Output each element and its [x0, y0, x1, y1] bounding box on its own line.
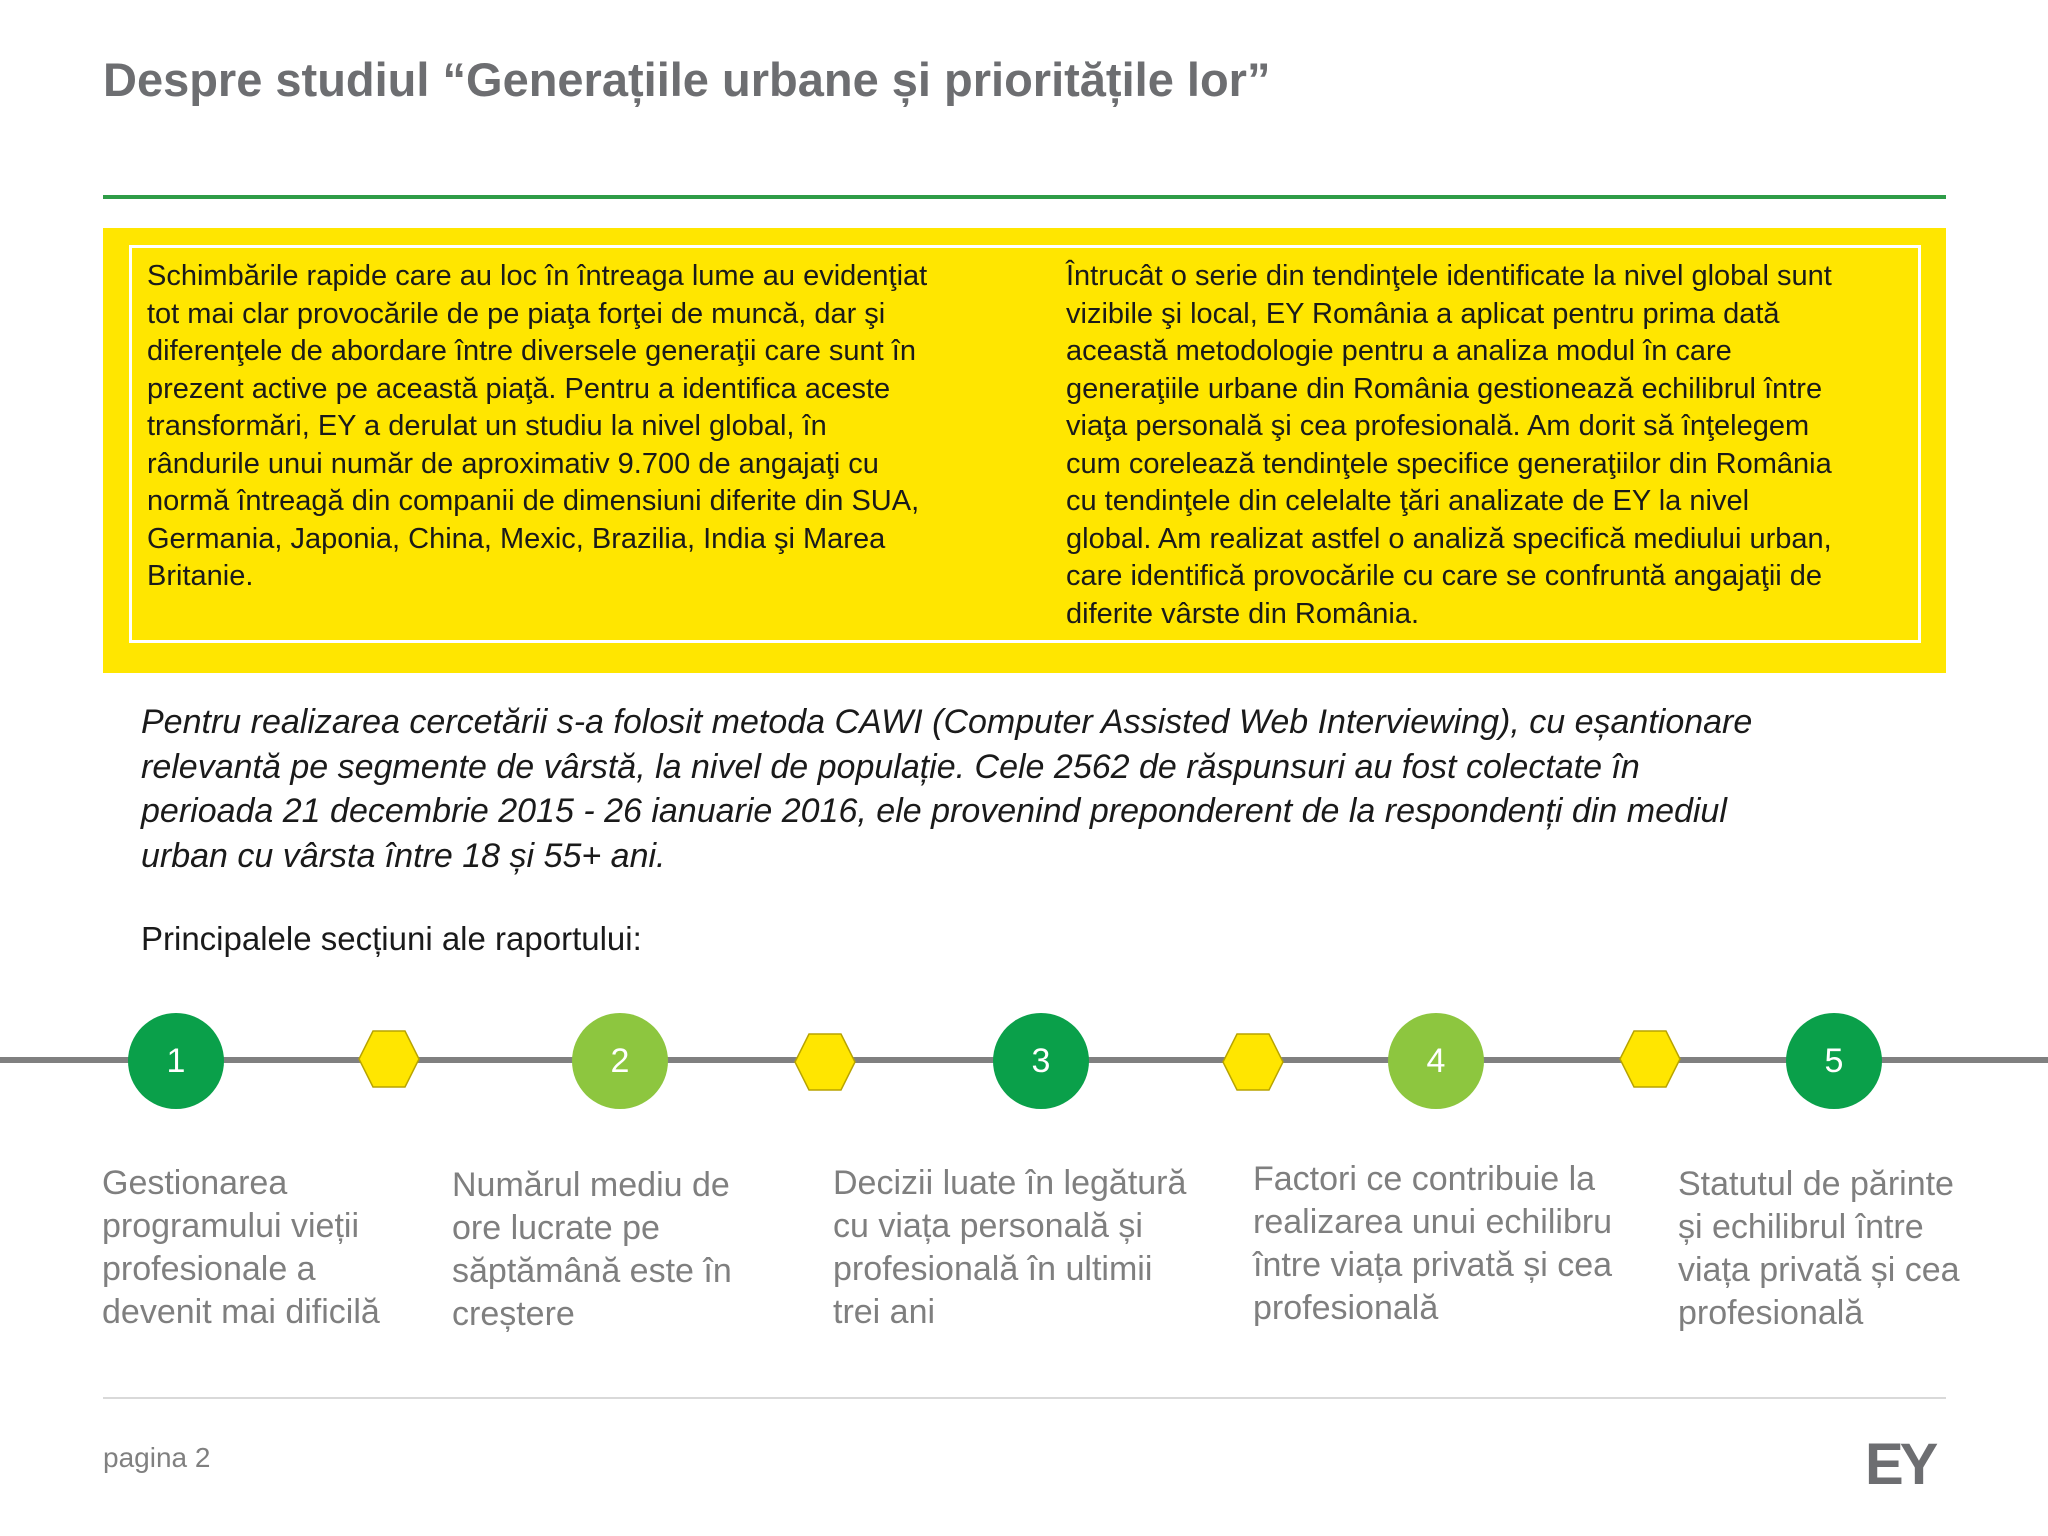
hexagon-connector-icon [358, 1030, 420, 1088]
intro-right-line: viaţa personală şi cea profesională. Am dorit să înţelegem [1066, 410, 1810, 442]
step-text-line: trei ani [833, 1293, 936, 1331]
step-number: 2 [610, 1042, 630, 1080]
methodology-paragraph [141, 700, 1752, 878]
step-text-line: între viața privată și cea [1253, 1246, 1613, 1284]
sections-heading: Principalele secțiuni ale raportului: [141, 920, 642, 957]
step-number: 1 [166, 1042, 186, 1080]
step-text-line: Gestionarea [102, 1164, 288, 1202]
step-text-line: profesională [1253, 1289, 1439, 1327]
step-text-line: Factori ce contribuie la [1253, 1160, 1596, 1198]
step-5-circle [1786, 1013, 1882, 1109]
step-3-text [833, 1162, 1186, 1334]
intro-right-column [1066, 258, 1832, 633]
step-5-text [1678, 1163, 1960, 1335]
step-text-line: săptămână este în [452, 1252, 732, 1290]
step-number: 5 [1824, 1042, 1844, 1080]
step-2-circle [572, 1013, 668, 1109]
intro-left-line: diferenţele de abordare între diversele generaţii care sunt în [147, 335, 916, 367]
methodology-line: relevantă pe segmente de vârstă, la nivel de populație. Cele 2562 de răspunsuri au fost colectate în [141, 747, 1640, 786]
intro-right-line: global. Am realizat astfel o analiză specifică mediului urban, [1066, 522, 1832, 555]
methodology-line: perioada 21 decembrie 2015 - 26 ianuarie 2016, ele provenind preponderent de la respondenți din mediul [141, 792, 1727, 830]
intro-right-line: Întrucât o serie din tendinţele identificate la nivel global sunt [1066, 260, 1832, 292]
step-4-text [1253, 1158, 1612, 1330]
hexagon-connector-icon [794, 1033, 856, 1091]
ey-logo: EY [1865, 1432, 1935, 1497]
page-title: Despre studiul “Generațiile urbane și prioritățile lor” [103, 53, 1271, 106]
intro-left-column [147, 258, 927, 596]
step-number: 3 [1031, 1042, 1051, 1080]
intro-right-line: cum corelează tendinţele specifice generaţiilor din România [1066, 447, 1832, 480]
intro-right-line: care identifică provocările cu care se confruntă angajaţii de [1066, 560, 1823, 592]
step-text-line: viața privată și cea [1678, 1251, 1960, 1289]
intro-right-line: vizibile şi local, EY România a aplicat pentru prima dată [1066, 297, 1780, 330]
step-text-line: profesionale a [102, 1250, 316, 1288]
step-text-line: profesională [1678, 1294, 1864, 1332]
step-text-line: realizarea unui echilibru [1253, 1203, 1613, 1241]
step-text-line: Decizii luate în legătură [833, 1164, 1187, 1202]
methodology-line: urban cu vârsta între 18 și 55+ ani. [141, 836, 666, 875]
step-text-line: profesională în ultimii [833, 1250, 1153, 1288]
step-1-circle [128, 1013, 224, 1109]
intro-left-line: prezent active pe această piaţă. Pentru a identifica aceste [147, 372, 891, 405]
page-number: pagina 2 [103, 1442, 211, 1473]
methodology-line: Pentru realizarea cercetării s-a folosit metoda CAWI (Computer Assisted Web Interviewing), cu eșantionare [141, 703, 1753, 741]
intro-right-line: această metodologie pentru a analiza modul în care [1066, 335, 1732, 367]
intro-left-line: Britanie. [147, 560, 254, 592]
step-4-circle [1388, 1013, 1484, 1109]
intro-right-line: generaţiile urbane din România gestionează echilibrul între [1066, 372, 1823, 405]
hexagon-connector-icon [1619, 1030, 1681, 1088]
step-text-line: Numărul mediu de [452, 1166, 730, 1204]
step-text-line: creștere [452, 1295, 575, 1333]
intro-left-line: Schimbările rapide care au loc în întreaga lume au evidenţiat [147, 260, 928, 292]
intro-left-line: rândurile unui număr de aproximativ 9.700 de angajaţi cu [147, 447, 879, 480]
intro-box [103, 228, 1946, 673]
hexagon-connector-icon [1222, 1033, 1284, 1091]
intro-left-line: tot mai clar provocările de pe piaţa forţei de muncă, dar şi [147, 297, 886, 330]
intro-left-line: transformări, EY a derulat un studiu la nivel global, în [147, 410, 827, 442]
step-text-line: programului vieții [102, 1207, 359, 1245]
step-3-circle [993, 1013, 1089, 1109]
step-1-text [102, 1162, 380, 1334]
intro-right-line: cu tendinţele din celelalte ţări analizate de EY la nivel [1066, 485, 1750, 517]
step-text-line: și echilibrul între [1678, 1208, 1924, 1246]
intro-left-line: normă întreagă din companii de dimensiuni diferite din SUA, [147, 485, 920, 517]
step-text-line: ore lucrate pe [452, 1209, 660, 1247]
title-divider [103, 195, 1946, 199]
intro-left-line: Germania, Japonia, China, Mexic, Brazilia, India şi Marea [147, 522, 886, 555]
intro-right-line: diferite vârste din România. [1066, 597, 1419, 630]
step-text-line: devenit mai dificilă [102, 1293, 380, 1331]
step-2-text [452, 1164, 732, 1336]
step-text-line: cu viața personală și [833, 1207, 1143, 1245]
footer-divider [103, 1397, 1946, 1399]
step-number: 4 [1426, 1042, 1446, 1080]
step-text-line: Statutul de părinte [1678, 1165, 1954, 1203]
